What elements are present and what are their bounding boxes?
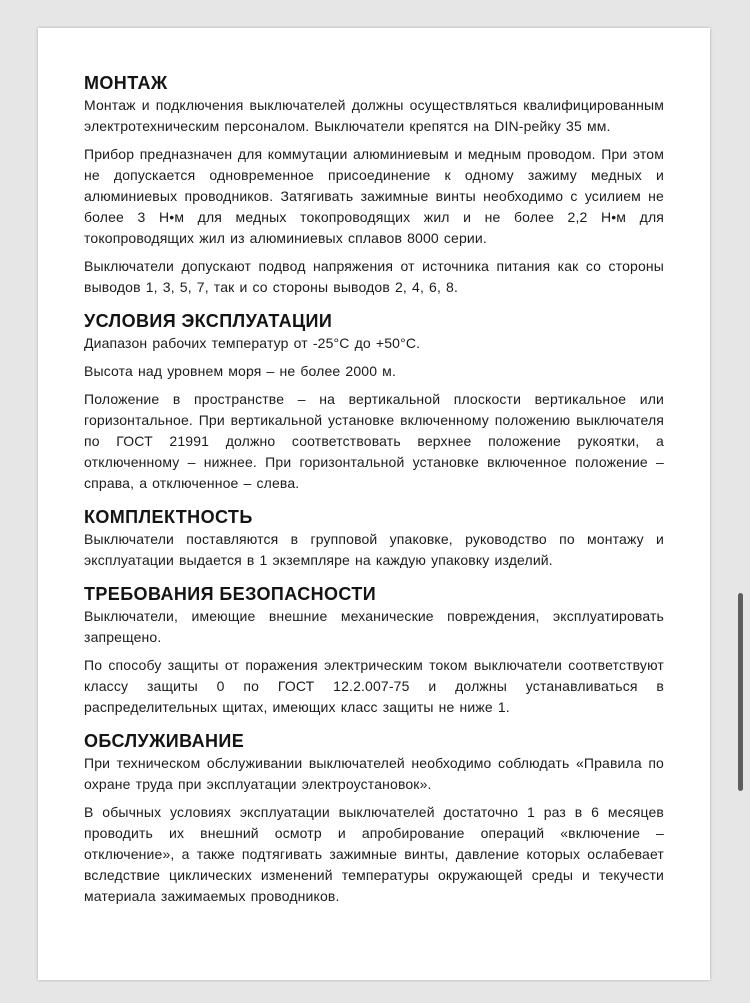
paragraph: Монтаж и подключения выключателей должны осуществляться квалифицированным электротехническим персоналом. Выключатели крепятся на DIN-рейку 35 мм.: [84, 97, 664, 134]
page-content: [84, 72, 664, 919]
paragraph: Прибор предназначен для коммутации алюминиевым и медным проводом. При этом не допускается одновременное присоединение к одному зажиму медных и алюминиевых проводников. Затягивать зажимные винты необходимо с усилием не более 3 Н•м для медных токопроводящих жил и не более 2,2 Н•м для токопроводящих жил из алюминиевых сплавов 8000 серии.: [84, 146, 664, 246]
section-heading: МОНТАЖ: [84, 73, 168, 93]
vertical-scrollbar[interactable]: [740, 0, 748, 1003]
document-page: [38, 28, 710, 980]
section-heading: ОБСЛУЖИВАНИЕ: [84, 731, 245, 751]
paragraph: При техническом обслуживании выключателей необходимо соблюдать «Правила по охране труда при эксплуатации электроустановок».: [84, 755, 664, 792]
scrollbar-thumb[interactable]: [738, 593, 743, 791]
paragraph: Диапазон рабочих температур от -25°С до +50°С.: [84, 335, 421, 351]
section-installation: [84, 72, 664, 298]
paragraph: Выключатели допускают подвод напряжения от источника питания как со стороны выводов 1, 3, 5, 7, так и со стороны выводов 2, 4, 6, 8.: [84, 258, 664, 295]
section-heading: ТРЕБОВАНИЯ БЕЗОПАСНОСТИ: [84, 584, 377, 604]
paragraph: В обычных условиях эксплуатации выключателей достаточно 1 раз в 6 месяцев проводить их внешний осмотр и апробирование операций «включение – отключение», а также подтягивать зажимные винты, давление которых ослабевает вследствие циклических изменений температуры окружающей среды и текучести материала зажимаемых проводников.: [84, 804, 664, 904]
section-completeness: [84, 506, 664, 571]
section-safety-requirements: [84, 583, 664, 718]
paragraph: Выключатели, имеющие внешние механические повреждения, эксплуатировать запрещено.: [84, 608, 664, 645]
section-operating-conditions: [84, 310, 664, 494]
section-maintenance: [84, 730, 664, 907]
section-heading: КОМПЛЕКТНОСТЬ: [84, 507, 253, 527]
paragraph: Положение в пространстве – на вертикальной плоскости вертикальное или горизонтальное. При вертикальной установке включенному положению выключателя по ГОСТ 21991 должно соответствовать верхнее положение рукоятки, а отключенному – нижнее. При горизонтальной установке включенное положение – справа, а отключенное – слева.: [84, 391, 664, 491]
paragraph: По способу защиты от поражения электрическим током выключатели соответствуют классу защиты 0 по ГОСТ 12.2.007-75 и должны устанавливаться в распределительных щитах, имеющих класс защиты не ниже 1.: [84, 657, 664, 715]
paragraph: Высота над уровнем моря – не более 2000 м.: [84, 363, 396, 379]
section-heading: УСЛОВИЯ ЭКСПЛУАТАЦИИ: [84, 311, 333, 331]
paragraph: Выключатели поставляются в групповой упаковке, руководство по монтажу и эксплуатации выдается в 1 экземпляре на каждую упаковку изделий.: [84, 531, 664, 568]
